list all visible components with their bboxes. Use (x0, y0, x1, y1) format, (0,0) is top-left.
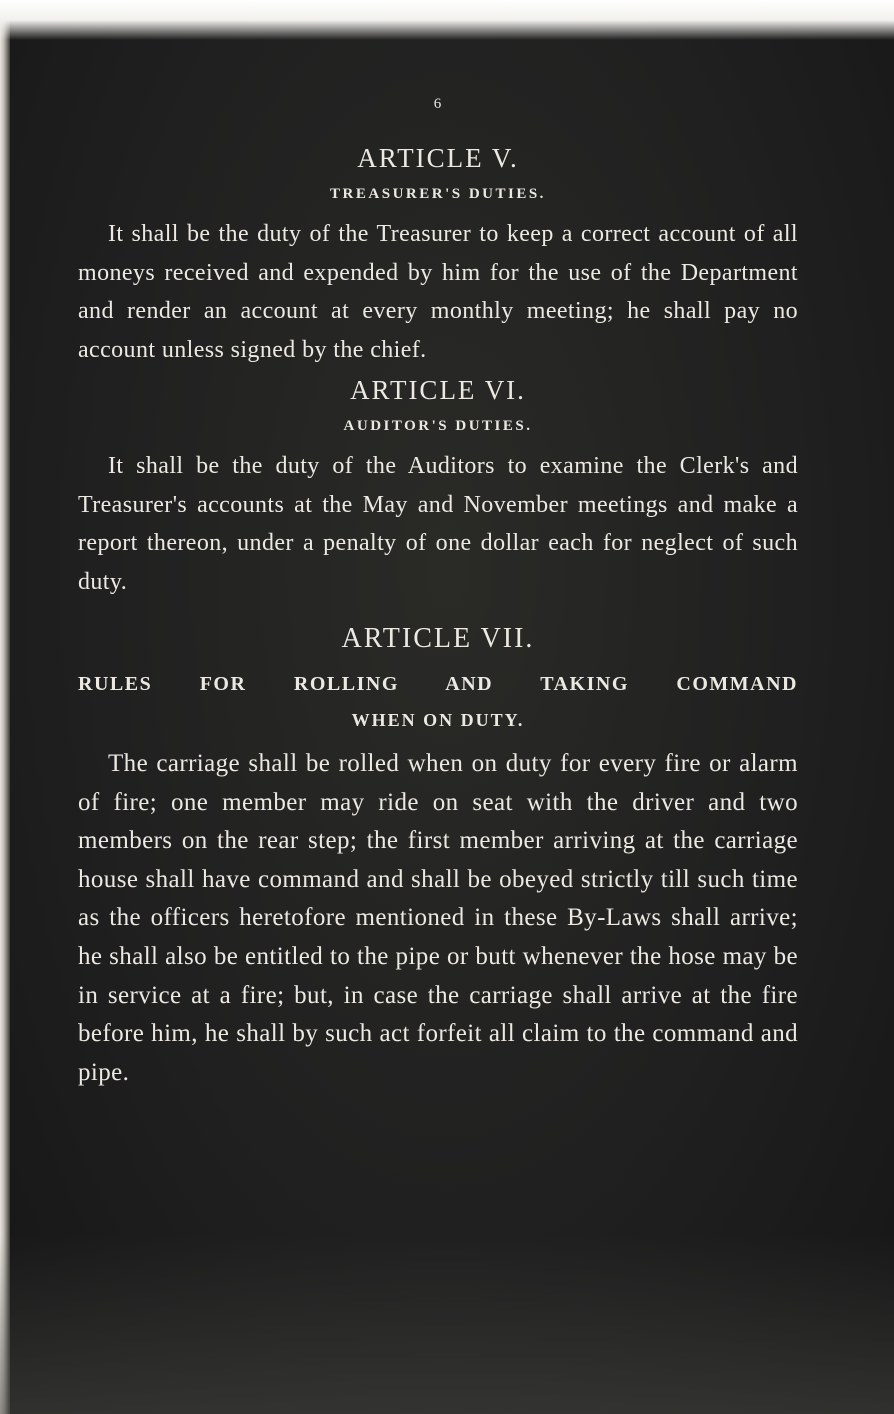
page-edge-left (0, 0, 10, 1414)
article-5-subtitle: TREASURER'S DUTIES. (330, 186, 546, 202)
article-7-body: The carriage shall be rolled when on duty for every fire or alarm of fire; one member may ride on seat with the driver and two members on the rear step; the first member arriving at the carriage house shall have command and shall be obeyed strictly till such time as the officers heretofore mentioned in these By-Laws shall arrive; he shall also be entitled to the pipe or butt whenever the hose may be in service at a fire; but, in case the carriage shall arrive at the fire before him, he shall by such act forfeit all claim to the command and pipe. (78, 750, 798, 1086)
article-6-title: ARTICLE VI. (350, 375, 526, 405)
article-7-subtitle-line1: RULES FOR ROLLING AND TAKING COMMAND (78, 673, 798, 695)
article-6-body: It shall be the duty of the Auditors to examine the Clerk's and Treasurer's accounts at the May and November meetings and make a report thereon, under a penalty of one dollar each for neglect of such duty. (78, 453, 798, 595)
page-edge-top (0, 0, 894, 40)
article-5-title: ARTICLE V. (357, 143, 519, 173)
text-block (78, 96, 798, 1092)
article-5-body: It shall be the duty of the Treasurer to keep a correct account of all moneys received and expended by him for the use of the Department and render an account at every monthly meeting; he shall pay no account unless signed by the chief. (78, 221, 798, 363)
page-number: 6 (433, 96, 443, 112)
article-7-subtitle-line2: WHEN ON DUTY. (351, 710, 525, 730)
article-6-subtitle: AUDITOR'S DUTIES. (343, 418, 533, 434)
page-shadow-bottom (0, 1234, 894, 1414)
article-7-title: ARTICLE VII. (341, 623, 535, 654)
